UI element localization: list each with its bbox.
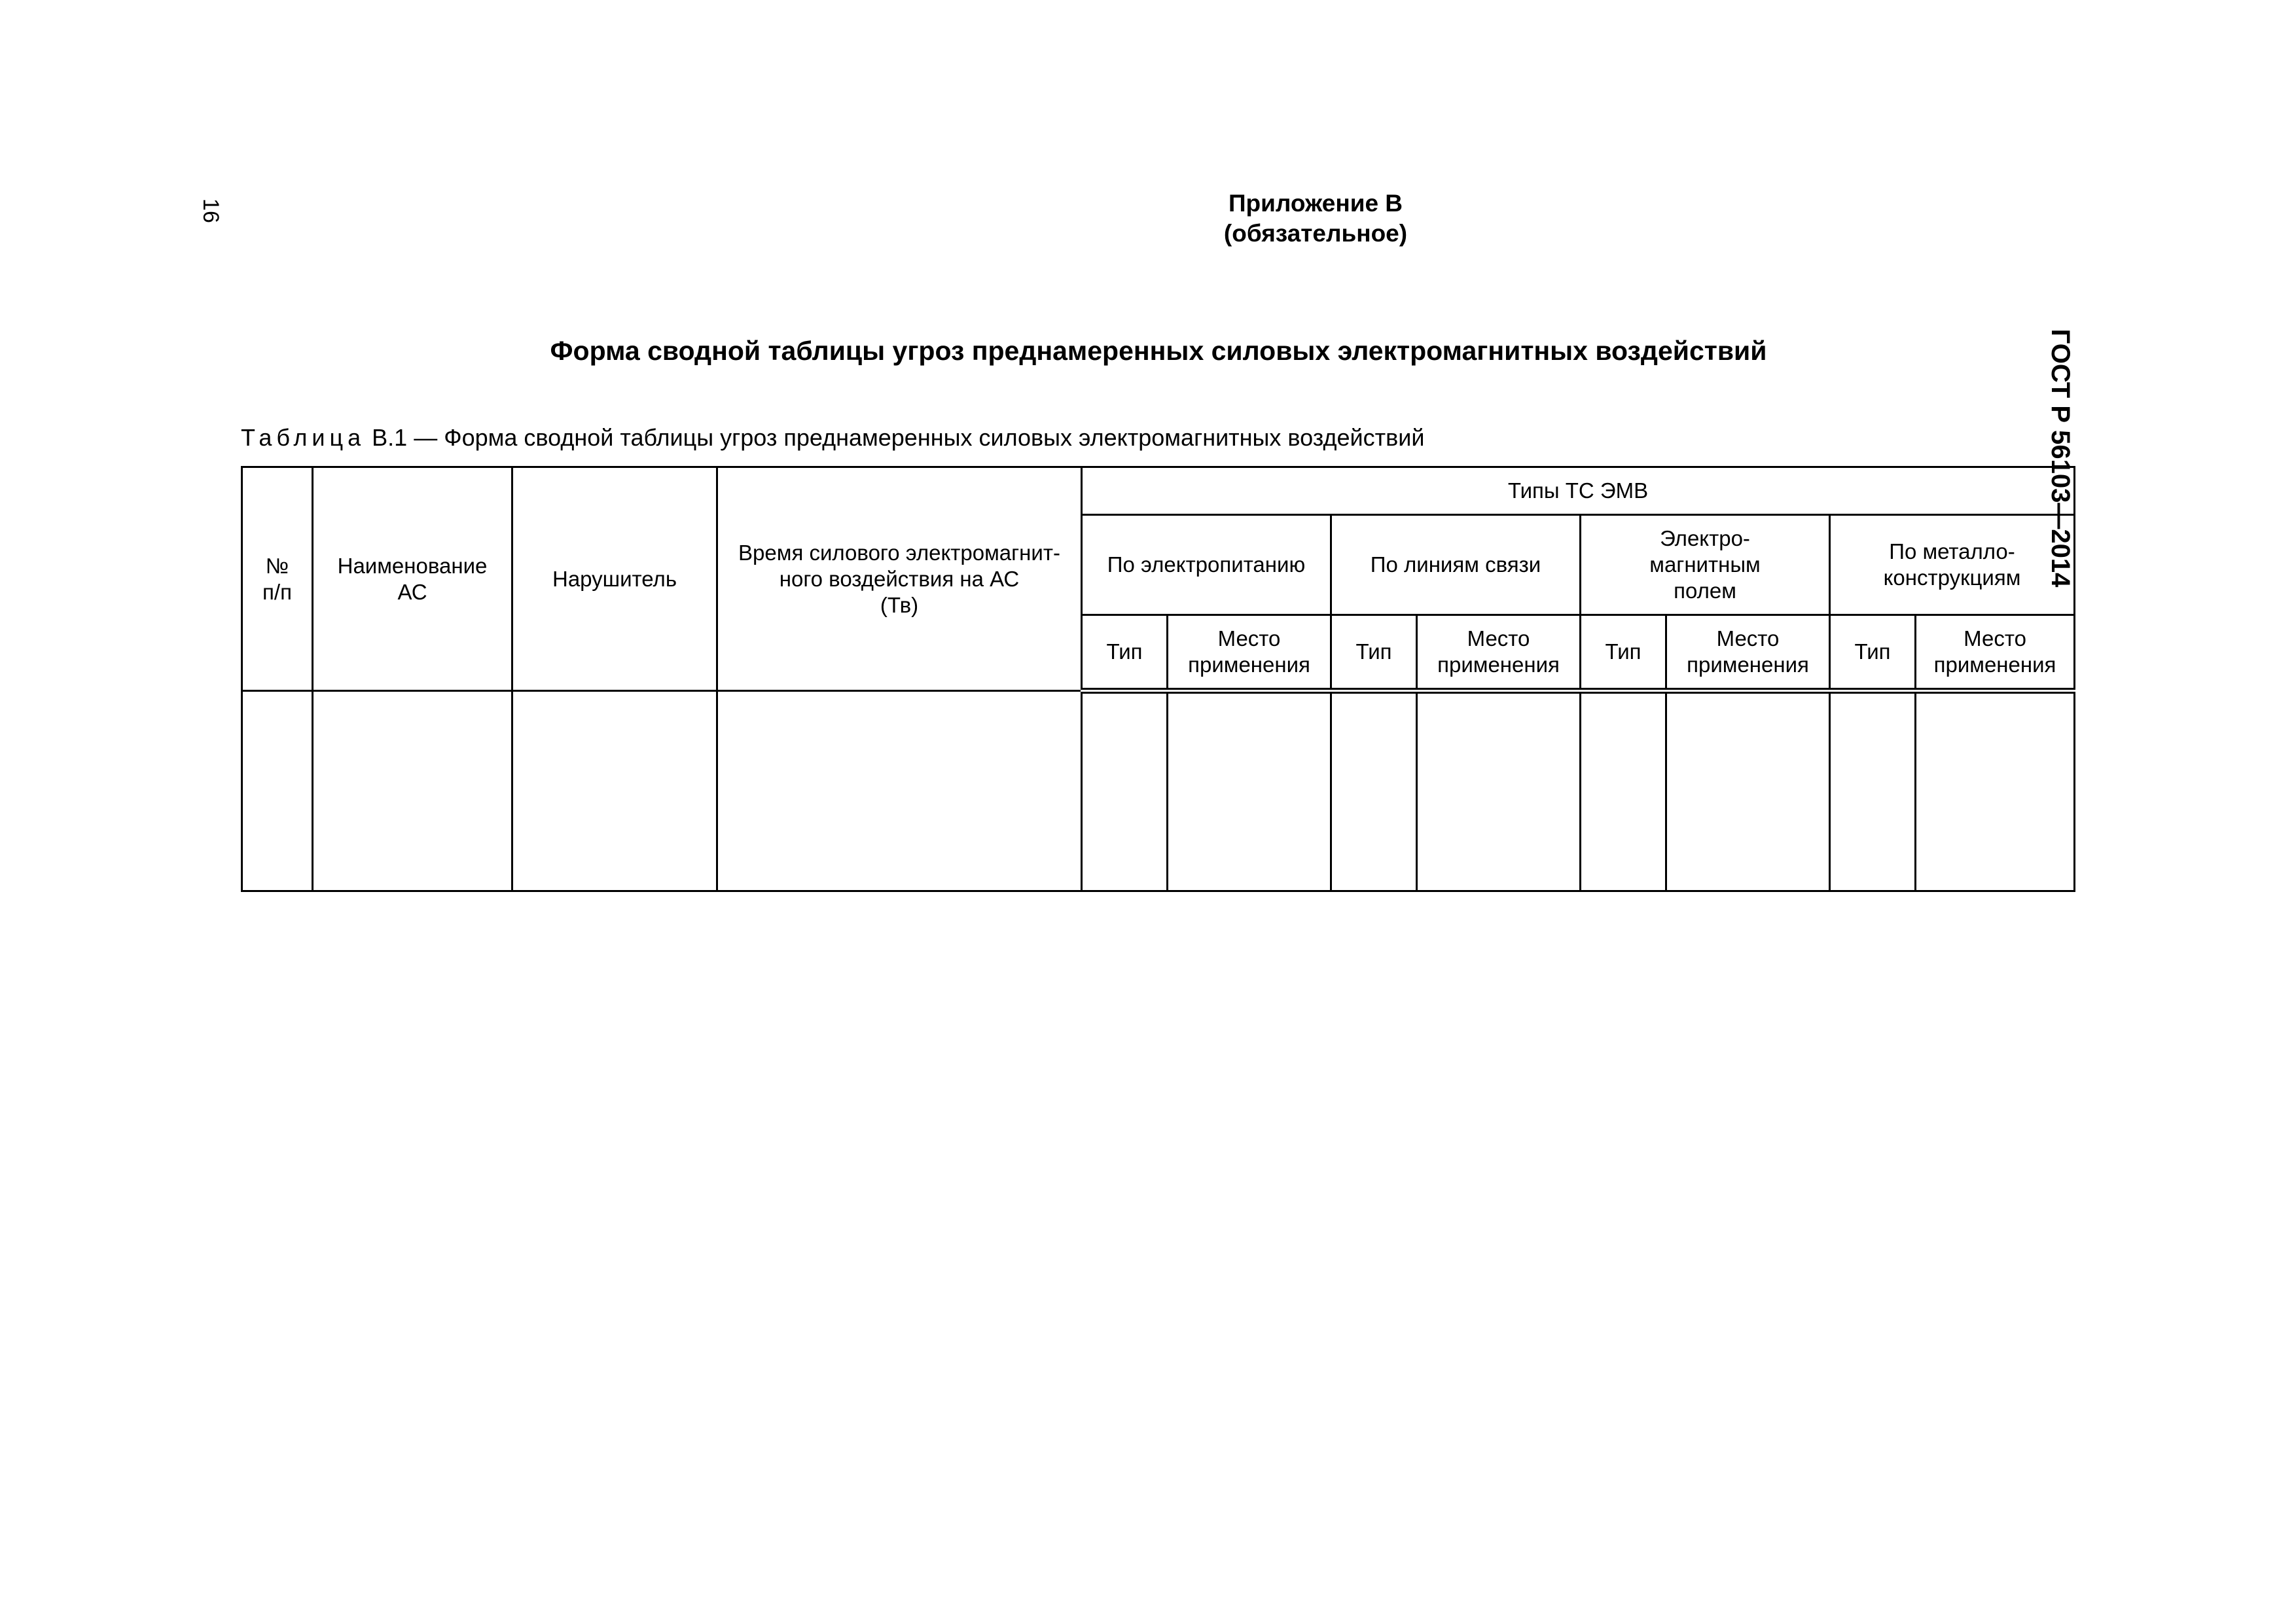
table-caption-text: В.1 — Форма сводной таблицы угроз преднамеренных силовых электромагнитных воздействий	[365, 424, 1425, 451]
threat-summary-table	[241, 466, 2075, 892]
header-group-power: По электропитанию	[1082, 515, 1331, 615]
document-code: ГОСТ Р 56103—2014	[2046, 329, 2075, 588]
table-cell	[512, 691, 717, 891]
table-cell	[717, 691, 1082, 891]
header-group-field: Электро- магнитным полем	[1581, 515, 1830, 615]
header-sub-place: Место применения	[1168, 615, 1331, 691]
header-sub-place: Место применения	[1916, 615, 2075, 691]
header-sub-place: Место применения	[1666, 615, 1830, 691]
table-cell	[1331, 691, 1417, 891]
table-caption-prefix: Таблица	[241, 424, 366, 451]
table-cell	[1168, 691, 1331, 891]
header-sub-type: Тип	[1830, 615, 1916, 691]
appendix-title: Приложение В	[1228, 190, 1403, 217]
header-group-metal: По металло- конструкциям	[1830, 515, 2075, 615]
table-cell	[1082, 691, 1168, 891]
header-violator: Нарушитель	[512, 467, 717, 691]
header-types: Типы ТС ЭМВ	[1082, 467, 2075, 515]
header-name: Наименование АС	[313, 467, 512, 691]
table-cell	[1666, 691, 1830, 891]
table-row	[242, 691, 2075, 891]
header-sub-type: Тип	[1581, 615, 1666, 691]
page-number: 16	[198, 198, 224, 223]
header-number: № п/п	[242, 467, 313, 691]
table-cell	[1830, 691, 1916, 891]
appendix-heading	[982, 188, 1649, 249]
table-cell	[313, 691, 512, 891]
header-sub-type: Тип	[1331, 615, 1417, 691]
table-cell	[1581, 691, 1666, 891]
main-heading: Форма сводной таблицы угроз преднамеренных силовых электромагнитных воздействий	[550, 336, 1767, 366]
appendix-status: (обязательное)	[1223, 220, 1408, 247]
header-sub-type: Тип	[1082, 615, 1168, 691]
header-group-lines: По линиям связи	[1331, 515, 1581, 615]
table-cell	[1417, 691, 1581, 891]
header-time: Время силового электромагнит- ного воздействия на АС (Тв)	[717, 467, 1082, 691]
table-cell	[1916, 691, 2075, 891]
table-cell	[242, 691, 313, 891]
table-caption	[241, 423, 2073, 453]
header-sub-place: Место применения	[1417, 615, 1581, 691]
